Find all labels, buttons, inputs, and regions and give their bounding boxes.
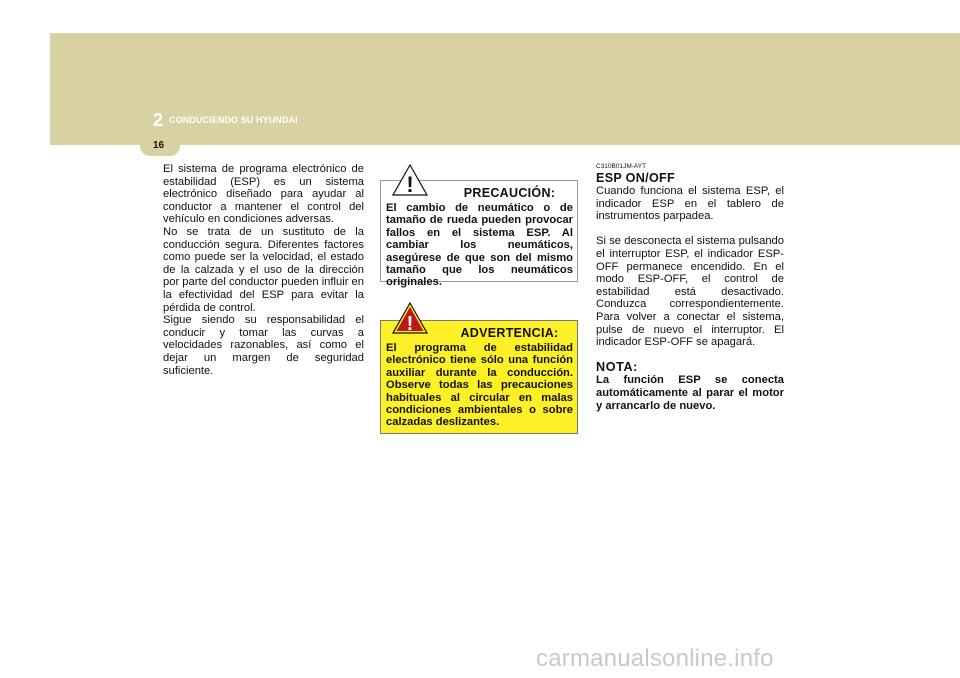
nota-body: La función ESP se conecta automáticamente al parar el motor y arrancarlo de nuevo.	[596, 374, 784, 412]
warning-triangle-icon	[392, 302, 428, 334]
chapter-title: CONDUCIENDO SU HYUNDAI	[169, 115, 298, 125]
intro-paragraph: El sistema de programa electrónico de estabilidad (ESP) es un sistema electrónico diseñado para ayudar al conductor a mantener el control del vehículo en condiciones adversas.	[163, 163, 364, 226]
warning-title: ADVERTENCIA:	[460, 326, 559, 340]
page-number: 16	[153, 140, 165, 151]
caution-title: PRECAUCIÓN:	[463, 186, 556, 200]
chapter-number: 2	[153, 110, 164, 130]
nota-title: NOTA:	[596, 360, 638, 375]
caution-body: El cambio de neumático o de tamaño de rueda pueden provocar fallos en el sistema ESP. Al cambiar los neumáticos, asegúrese de que son del mismo tamaño que los neumáticos originales.	[386, 202, 573, 289]
warning-box	[380, 320, 578, 434]
esp-onoff-column	[596, 163, 784, 412]
intro-paragraph: No se trata de un sustituto de la conducción segura. Diferentes factores como puede ser la velocidad, el estado de la calzada y el uso de la dirección por parte del conductor pueden influir en la efectividad del ESP para evitar la pérdida de control.	[163, 225, 364, 314]
svg-text:!: !	[406, 172, 414, 196]
warning-body: El programa de estabilidad electrónico tiene sólo una función auxiliar durante la conducción. Observe todas las precauciones habituales al circular en malas condiciones ambientales o sobre calzadas deslizantes.	[386, 342, 573, 429]
intro-column	[163, 163, 364, 377]
intro-paragraph: Sigue siendo su responsabilidad el conducir y tomar las curvas a velocidades razonables, así como el dejar un margen de seguridad suficiente.	[163, 314, 364, 377]
section-title: ESP ON/OFF	[596, 171, 676, 185]
esp-paragraph: Cuando funciona el sistema ESP, el indicador ESP en el tablero de instrumentos parpadea.	[596, 185, 784, 223]
header-band	[50, 33, 960, 145]
esp-paragraph: Si se desconecta el sistema pulsando el interruptor ESP, el indicador ESP-OFF permanece encendido. En el modo ESP-OFF, el control de estabilidad está desactivado. Conduzca correspondientemente. Para volver a conectar el sistema, pulse de nuevo el interruptor. El indicador ESP-OFF se apagará.	[596, 235, 784, 349]
section-code: C310B01JM-AYT	[596, 163, 647, 170]
watermark: carmanualsonline.info	[536, 645, 774, 672]
caution-triangle-icon	[392, 164, 428, 196]
svg-text:!: !	[406, 313, 414, 334]
